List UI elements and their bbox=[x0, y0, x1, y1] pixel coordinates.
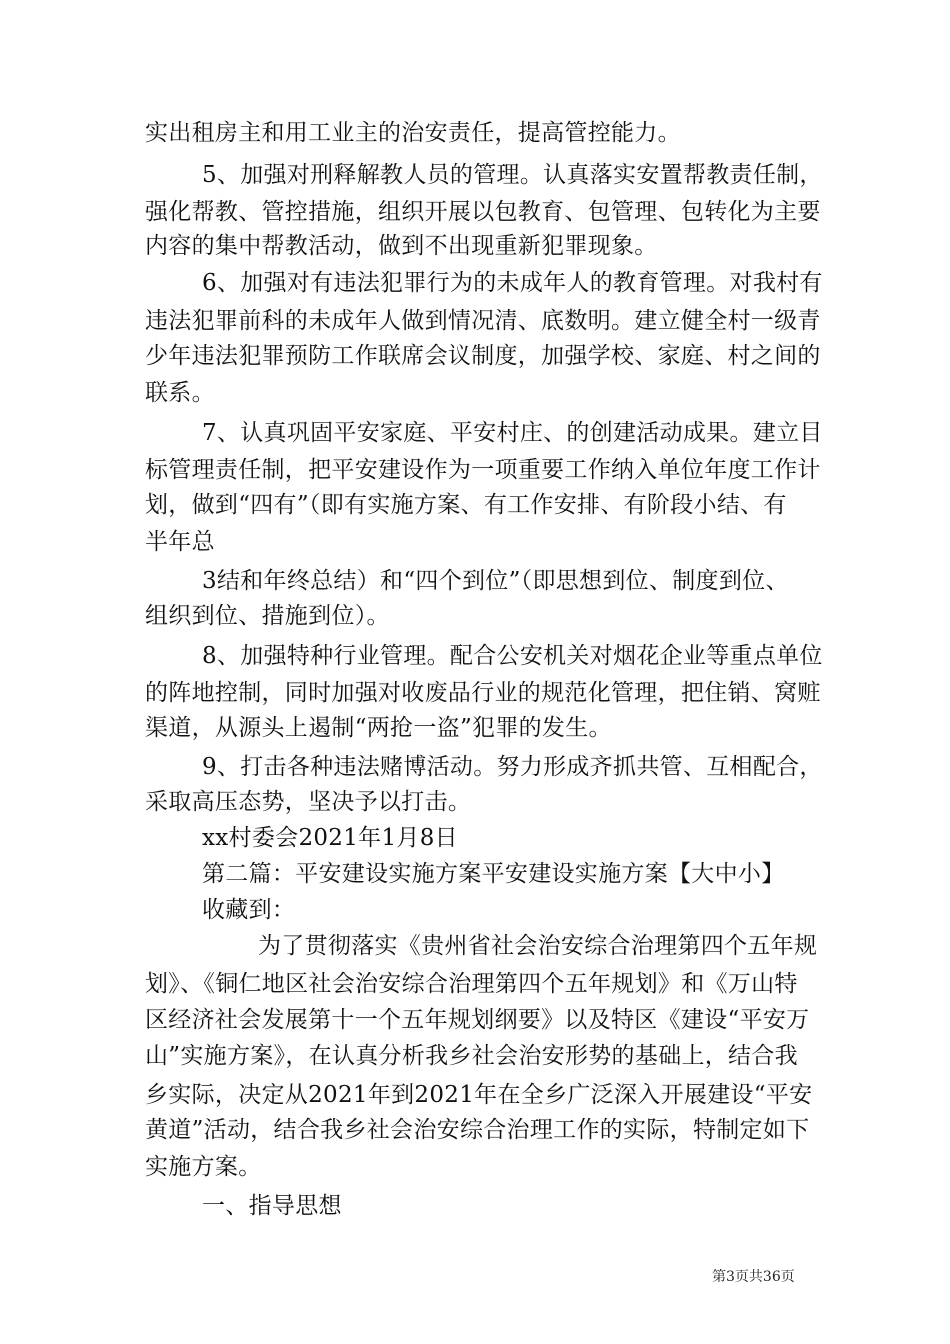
text-line: xx村委会2021年1月8日 bbox=[202, 825, 458, 851]
text-line: 8、加强特种行业管理。配合公安机关对烟花企业等重点单位 bbox=[202, 643, 823, 669]
text-line: 乡实际，决定从2021年到2021年在全乡广泛深入开展建设“平安 bbox=[145, 1082, 813, 1108]
text-line: 渠道，从源头上遏制“两抢一盗”犯罪的发生。 bbox=[145, 715, 612, 741]
text-line: 实出租房主和用工业主的治安责任，提高管控能力。 bbox=[145, 120, 681, 146]
text-line: 划，做到“四有”（即有实施方案、有工作安排、有阶段小结、有 bbox=[145, 492, 787, 518]
text-line: 违法犯罪前科的未成年人做到情况清、底数明。建立健全村一级青 bbox=[145, 308, 821, 334]
text-line: 划》、《铜仁地区社会治安综合治理第四个五年规划》和《万山特 bbox=[145, 971, 798, 997]
text-line: 山”实施方案》，在认真分析我乡社会治安形势的基础上，结合我 bbox=[145, 1043, 798, 1069]
text-line: 标管理责任制，把平安建设作为一项重要工作纳入单位年度工作计 bbox=[145, 457, 821, 483]
text-line: 9、打击各种违法赌博活动。努力形成齐抓共管、互相配合， bbox=[202, 754, 823, 780]
text-line: 的阵地控制，同时加强对收废品行业的规范化管理，把住销、窝赃 bbox=[145, 680, 821, 706]
text-line: 半年总 bbox=[145, 529, 215, 555]
text-line: 少年违法犯罪预防工作联席会议制度，加强学校、家庭、村之间的 bbox=[145, 343, 821, 369]
page-number-footer: 第3页共36页 bbox=[712, 1269, 795, 1285]
text-line: 组织到位、措施到位）。 bbox=[145, 603, 390, 629]
text-line: 采取高压态势，坚决予以打击。 bbox=[145, 789, 472, 815]
section-title: 第二篇：平安建设实施方案平安建设实施方案【大中小】 bbox=[202, 861, 785, 887]
text-line: 5、加强对刑释解教人员的管理。认真落实安置帮教责任制， bbox=[202, 162, 823, 188]
text-line: 实施方案。 bbox=[145, 1154, 262, 1180]
text-line: 6、加强对有违法犯罪行为的未成年人的教育管理。对我村有 bbox=[202, 270, 823, 296]
text-line: 3结和年终总结）和“四个到位”（即思想到位、制度到位、 bbox=[202, 568, 789, 594]
text-line: 黄道”活动，结合我乡社会治安综合治理工作的实际，特制定如下 bbox=[145, 1117, 810, 1143]
text-line: 强化帮教、管控措施，组织开展以包教育、包管理、包转化为主要 bbox=[145, 199, 821, 225]
section-heading: 一、指导思想 bbox=[202, 1193, 342, 1219]
text-line: 联系。 bbox=[145, 380, 215, 406]
text-line: 收藏到： bbox=[202, 897, 296, 923]
text-line: 7、认真巩固平安家庭、平安村庄、的创建活动成果。建立目 bbox=[202, 420, 823, 446]
text-line: 内容的集中帮教活动，做到不出现重新犯罪现象。 bbox=[145, 233, 658, 259]
text-line: 为了贯彻落实《贵州省社会治安综合治理第四个五年规 bbox=[258, 933, 818, 959]
text-line: 区经济社会发展第十一个五年规划纲要》以及特区《建设“平安万 bbox=[145, 1007, 810, 1033]
